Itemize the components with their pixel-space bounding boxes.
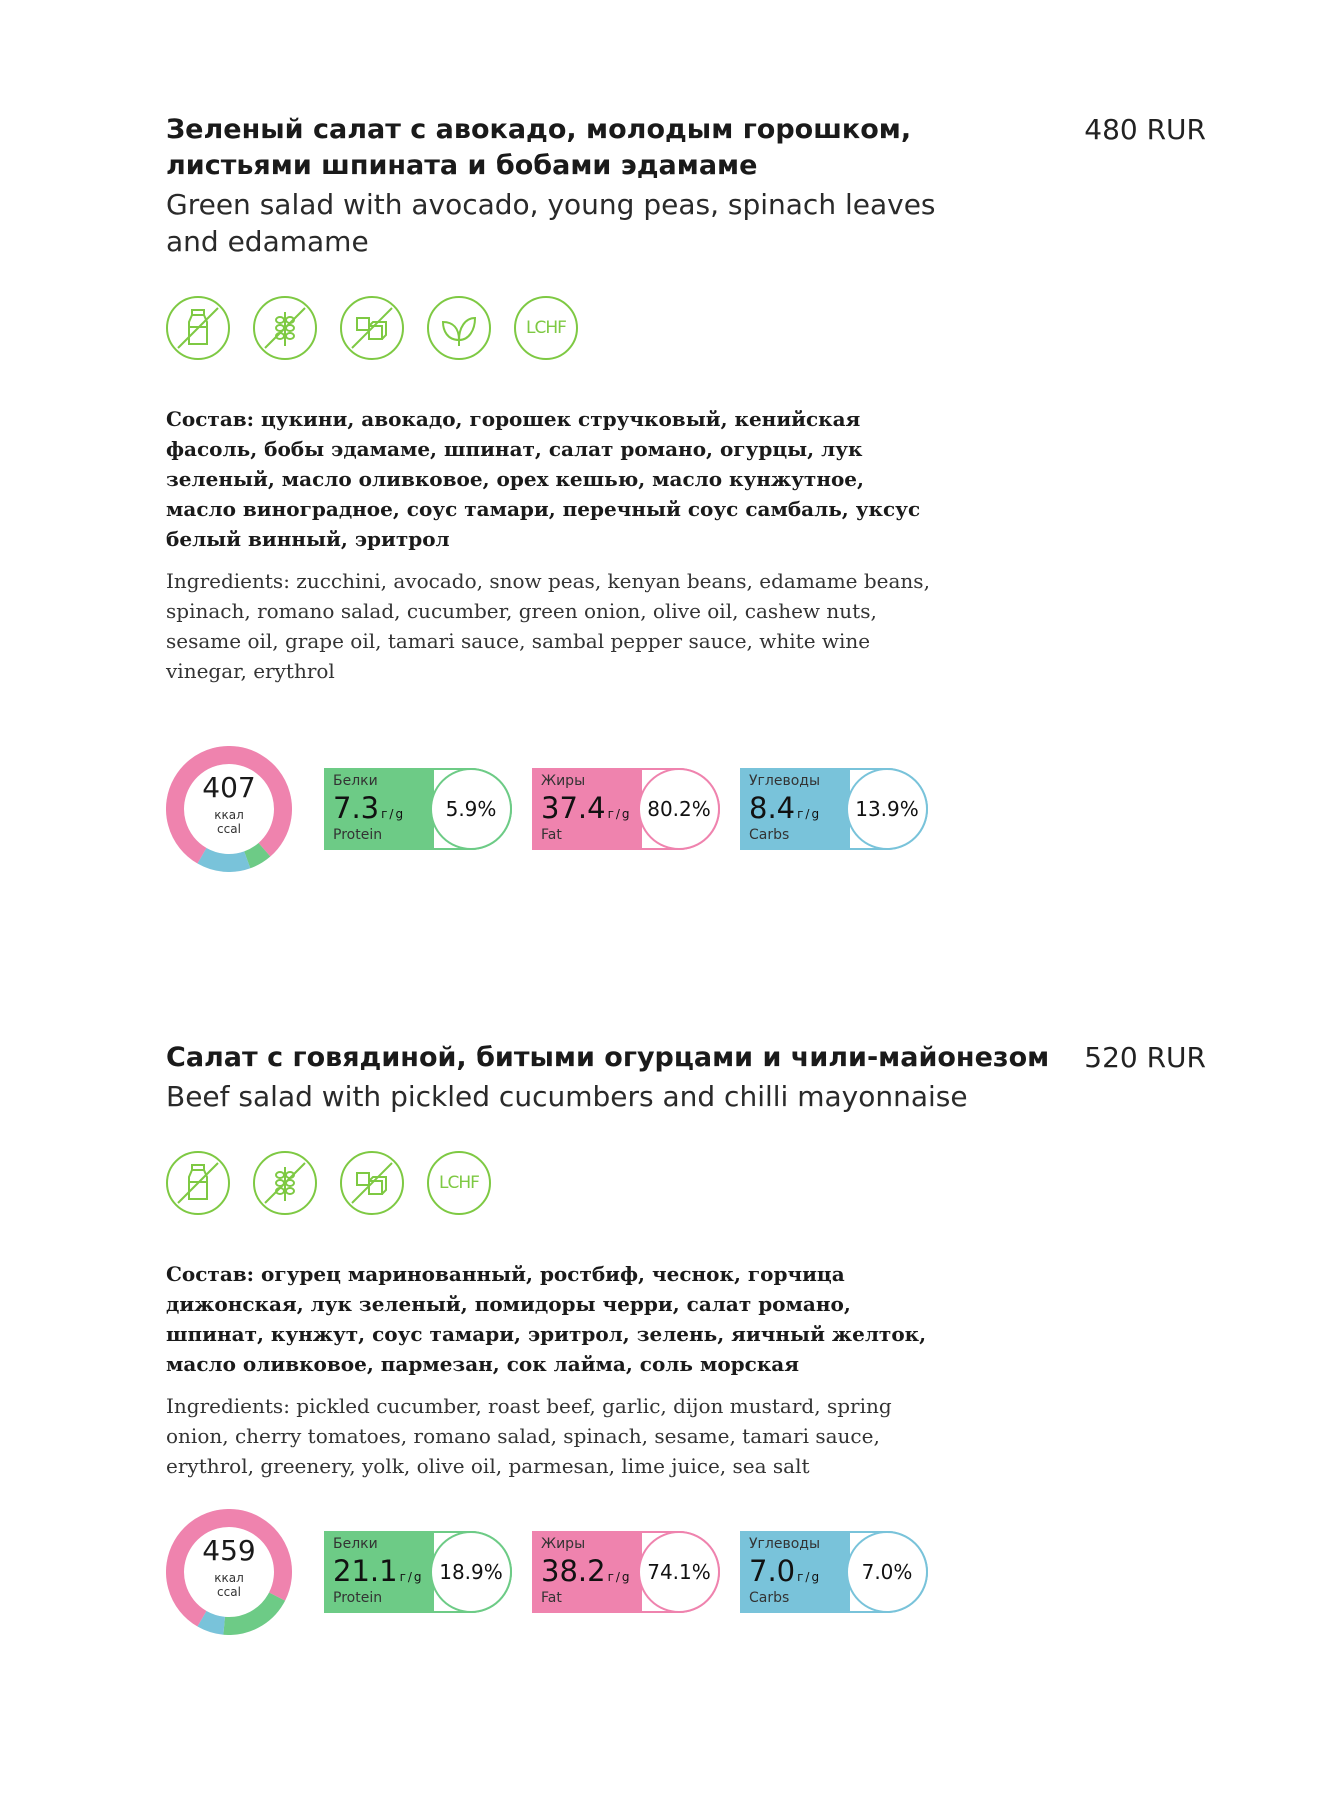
diet-icons [166, 296, 1206, 360]
lchf-icon [427, 1151, 491, 1215]
ingredients-ru: Состав: огурец маринованный, ростбиф, чеснок, горчица дижонская, лук зеленый, помидоры черри, салат романо, шпинат, кунжут, соус тамари, эритрол, зелень, яичный желток, масло оливковое, пармезан, сок лайма, соль морская [166, 1262, 927, 1376]
calorie-value: 459 [202, 1534, 256, 1567]
protein-value: 21.1 г/g [333, 1554, 424, 1588]
fat-badge [532, 768, 720, 850]
ingredients-ru: Состав: цукини, авокадо, горошек стручковый, кенийская фасоль, бобы эдамаме, шпинат, салат романо, огурцы, лук зеленый, масло оливковое, орех кешью, масло кунжутное, масло виноградное, соус тамари, перечный соус самбаль, уксус белый винный, эритрол [166, 407, 921, 551]
dish-card [166, 1040, 1206, 1635]
protein-percent: 5.9% [445, 797, 497, 821]
carbs-badge [740, 768, 928, 850]
lchf-label: LCHF [526, 318, 566, 338]
fat-value: 37.4 г/g [541, 791, 632, 825]
fat-label-ru: Жиры [541, 773, 586, 789]
fat-percent: 80.2% [647, 797, 711, 821]
fat-value: 38.2 г/g [541, 1554, 632, 1588]
protein-value: 7.3 г/g [333, 791, 406, 825]
carbs-label-ru: Углеводы [749, 1536, 820, 1552]
lchf-label: LCHF [439, 1173, 479, 1193]
protein-percent: 18.9% [439, 1560, 503, 1584]
protein-label-ru: Белки [333, 773, 378, 789]
protein-label-en: Protein [333, 1590, 383, 1606]
fat-percent-circle [638, 768, 720, 850]
fat-badge [532, 1531, 720, 1613]
protein-percent-circle [430, 768, 512, 850]
calorie-donut [166, 1509, 292, 1635]
dish-title-en: Green salad with avocado, young peas, spinach leaves and edamame [166, 188, 936, 258]
protein-badge [324, 1531, 512, 1613]
gluten-free-icon [253, 296, 317, 360]
fat-label-en: Fat [541, 827, 562, 843]
carbs-percent-circle [846, 1531, 928, 1613]
gluten-free-icon [253, 1151, 317, 1215]
vegan-icon [427, 296, 491, 360]
carbs-value: 7.0 г/g [749, 1554, 822, 1588]
fat-label-ru: Жиры [541, 1536, 586, 1552]
fat-percent-circle [638, 1531, 720, 1613]
dish-title-en: Beef salad with pickled cucumbers and chilli mayonnaise [166, 1080, 968, 1113]
ingredients-en: Ingredients: pickled cucumber, roast beef, garlic, dijon mustard, spring onion, cherry tomatoes, romano salad, spinach, sesame, tamari sauce, erythrol, greenery, yolk, olive oil, parmesan, lime juice, sea salt [166, 1394, 892, 1478]
protein-label-en: Protein [333, 827, 383, 843]
carbs-label-en: Carbs [749, 1590, 790, 1606]
carbs-badge [740, 1531, 928, 1613]
carbs-value: 8.4 г/g [749, 791, 822, 825]
calorie-value: 407 [202, 771, 256, 804]
dish-price: 480 RUR [1084, 113, 1206, 146]
no-lactose-icon [166, 1151, 230, 1215]
protein-percent-circle [430, 1531, 512, 1613]
nutrition-panel [166, 1509, 1206, 1635]
carbs-percent-circle [846, 768, 928, 850]
kcal-label-ru: ккал [214, 808, 244, 822]
carbs-percent: 7.0% [861, 1560, 913, 1584]
kcal-label-en: ccal [217, 822, 241, 836]
carbs-percent: 13.9% [855, 797, 919, 821]
protein-badge [324, 768, 512, 850]
kcal-label-ru: ккал [214, 1571, 244, 1585]
dish-card [166, 112, 1206, 872]
carbs-label-en: Carbs [749, 827, 790, 843]
lchf-icon [514, 296, 578, 360]
fat-label-en: Fat [541, 1590, 562, 1606]
no-lactose-icon [166, 296, 230, 360]
calorie-donut [166, 746, 292, 872]
dish-price: 520 RUR [1084, 1041, 1206, 1074]
protein-label-ru: Белки [333, 1536, 378, 1552]
fat-percent: 74.1% [647, 1560, 711, 1584]
dish-title-ru: Зеленый салат с авокадо, молодым горошком, листьями шпината и бобами эдамаме [166, 114, 912, 181]
kcal-label-en: ccal [217, 1585, 241, 1599]
diet-icons [166, 1151, 1206, 1215]
sugar-free-icon [340, 296, 404, 360]
dish-title-ru: Салат с говядиной, битыми огурцами и чили-майонезом [166, 1042, 1050, 1073]
ingredients-en: Ingredients: zucchini, avocado, snow peas, kenyan beans, edamame beans, spinach, romano salad, cucumber, green onion, olive oil, cashew nuts, sesame oil, grape oil, tamari sauce, sambal pepper sauce, white wine vinegar, erythrol [166, 569, 930, 683]
carbs-label-ru: Углеводы [749, 773, 820, 789]
nutrition-panel [166, 746, 1206, 872]
sugar-free-icon [340, 1151, 404, 1215]
